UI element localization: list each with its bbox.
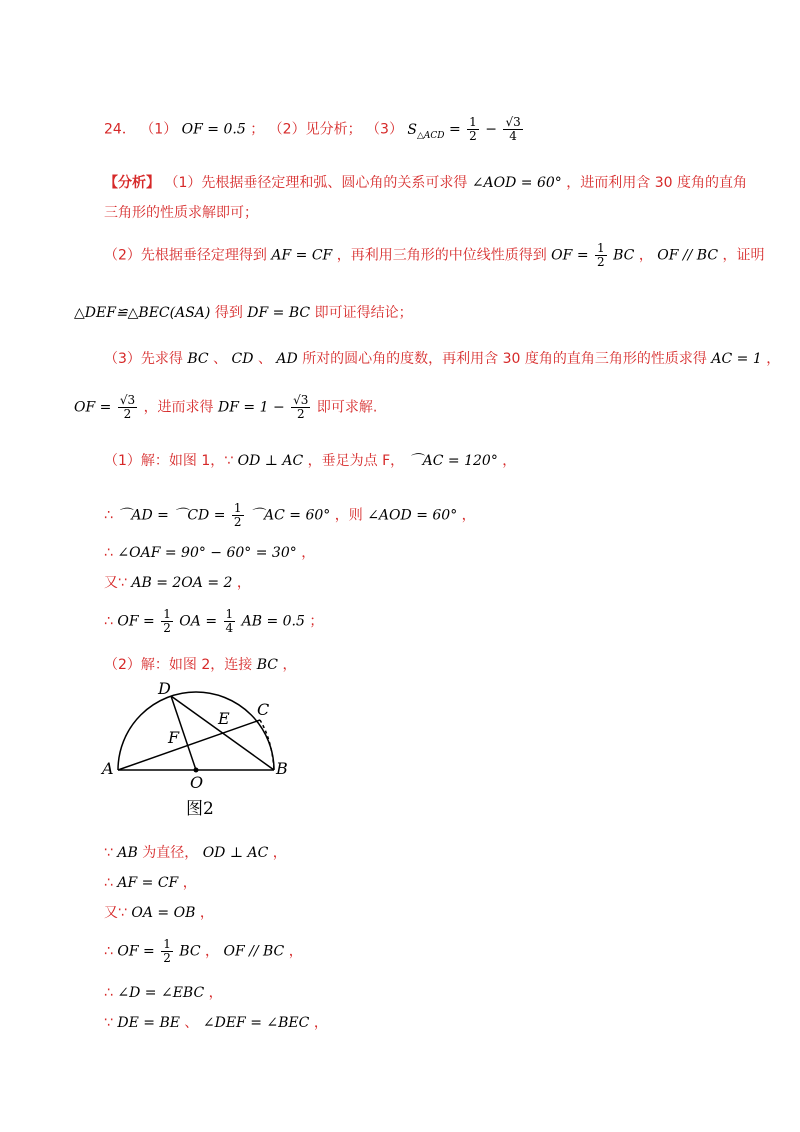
analysis-text: 即可证得结论； (314, 305, 413, 321)
question-number: 24． (104, 121, 136, 138)
analysis-text: （1）先根据垂径定理和弧、圆心角的关系可求得 (164, 175, 468, 191)
solution-text: 为直径， (142, 845, 199, 861)
math-expr: AB = 2OA = 2 (131, 575, 233, 591)
answer-line (104, 116, 525, 143)
solution-text: ， (272, 845, 287, 861)
solution-text: ， (199, 905, 214, 921)
center-point-o (194, 768, 199, 773)
fraction: $\frac{1}{2}$ (233, 501, 242, 529)
analysis-line-5 (104, 348, 780, 368)
math-expr: AB = 0.5 (241, 613, 305, 630)
solution2-line-7 (104, 1012, 328, 1032)
math-expr: AB (117, 845, 138, 861)
math-expr: OF // BC (657, 247, 719, 264)
solution-text: ， (313, 1015, 328, 1031)
solution2-line-4 (104, 902, 214, 922)
fraction-half: $\frac{1}{2}$ (469, 115, 477, 143)
analysis-line-6 (74, 394, 377, 421)
solution-text: （2）解：如图 2，连接 (104, 657, 253, 673)
semicolon: ； (250, 121, 265, 138)
math-expr: AF = CF (271, 247, 333, 264)
math-expr: OF = (551, 247, 589, 264)
math-expr: BC (613, 247, 635, 264)
solution2-line-1 (104, 654, 296, 674)
geometry-figure-2 (100, 678, 300, 823)
solution-text: ， (461, 507, 476, 524)
math-expr: ⌒AC = 60° (250, 507, 331, 524)
math-expr: DF = 1 − (218, 399, 285, 416)
fraction: $\frac{1}{2}$ (163, 937, 171, 965)
math-expr: ∠AOD = 60° (367, 507, 458, 524)
analysis-text: （2）先根据垂径定理得到 (104, 247, 267, 264)
analysis-tag: 【分析】 (104, 175, 160, 191)
solution2-line-5 (104, 938, 303, 965)
fraction: $\frac{√3}{2}$ (119, 393, 136, 421)
math-expr: ∠AOD = 60° (471, 175, 562, 191)
math-expr: ⌒AD = ⌒CD = (117, 507, 226, 524)
solution-text: ， (288, 943, 303, 960)
analysis-line-4 (74, 302, 413, 322)
solution-text: ， (282, 657, 297, 673)
solution-text: ， (236, 575, 251, 591)
area-symbol: $S_{\triangle ACD}$ (407, 121, 445, 141)
therefore-symbol: ∴ (104, 943, 113, 960)
math-expr: OD ⊥ AC (237, 453, 304, 469)
solution1-line-1 (104, 450, 516, 470)
solution1-line-5 (104, 608, 323, 635)
analysis-text: ， (638, 247, 653, 264)
math-expr: OD ⊥ AC (202, 845, 269, 861)
fraction: $\frac{1}{4}$ (225, 607, 234, 635)
math-expr: OF = (117, 943, 155, 960)
solution-text: 、 (184, 1015, 199, 1031)
part2-label: （2）见分析； (268, 121, 362, 138)
analysis-text: 即可求解. (316, 399, 378, 416)
math-expr: OF // BC (223, 943, 285, 960)
math-expr: BC (179, 943, 201, 960)
math-expr: OF = (117, 613, 155, 630)
label-d: D (158, 679, 171, 698)
math-expr: OA = OB (131, 905, 196, 921)
solution-text: （1）解：如图 1，∵ (104, 453, 234, 469)
solution-text: ，则 (334, 507, 363, 524)
analysis-text: ，进而求得 (143, 399, 214, 416)
therefore-symbol: ∴ (104, 985, 113, 1001)
math-expr: DE = BE (117, 1015, 180, 1031)
solution-text: ， (182, 875, 197, 891)
therefore-symbol: ∴ (104, 613, 113, 630)
solution2-line-2 (104, 842, 287, 862)
because-symbol: ∵ (104, 845, 113, 861)
math-expr: CD (231, 351, 254, 367)
math-expr: AC = 1 (711, 351, 762, 367)
label-e: E (218, 709, 230, 728)
fraction: $\frac{√3}{2}$ (293, 393, 309, 421)
because-symbol: 又∵ (104, 905, 127, 921)
math-expr: ∠OAF = 90° − 60° = 30° (117, 545, 297, 561)
fraction: $\frac{1}{2}$ (163, 607, 171, 635)
therefore-symbol: ∴ (104, 875, 113, 891)
math-expr: OA = (179, 613, 218, 630)
analysis-line-3 (104, 242, 765, 269)
label-b: B (276, 759, 288, 778)
label-o: O (190, 773, 204, 792)
solution-text: ， (502, 453, 517, 469)
therefore-symbol: ∴ (104, 545, 113, 561)
analysis-text: 三角形的性质求解即可； (104, 205, 258, 221)
math-expr: ⌒AC = 120° (408, 453, 498, 469)
solution1-line-2 (104, 502, 476, 529)
fraction-root3-over-4: $\frac{√3}{4}$ (505, 115, 521, 143)
solution-text: ， (208, 985, 223, 1001)
because-symbol: 又∵ (104, 575, 127, 591)
analysis-text: （3）先求得 (104, 351, 183, 367)
solution1-line-3 (104, 542, 315, 562)
math-expr: DF = BC (247, 305, 311, 321)
part3-label: （3） (366, 121, 403, 138)
solution1-line-4 (104, 572, 251, 592)
label-c: C (257, 700, 270, 719)
of-value: OF = 0.5 (181, 121, 246, 138)
math-expr: AF = CF (117, 875, 179, 891)
analysis-text: ，进而利用含 30 度角的直角 (566, 175, 747, 191)
solution-text: ， (205, 943, 220, 960)
solution2-line-6 (104, 982, 223, 1002)
solution-text: ； (309, 613, 324, 630)
analysis-line-2 (104, 202, 258, 222)
math-expr: ∠DEF = ∠BEC (202, 1015, 310, 1031)
solution2-line-3 (104, 872, 197, 892)
label-f: F (168, 728, 180, 747)
semicircle-arc (118, 692, 274, 770)
therefore-symbol: ∴ (104, 507, 113, 524)
math-expr: BC (256, 657, 278, 673)
label-a: A (102, 759, 114, 778)
math-expr: BC (187, 351, 209, 367)
part1-label: （1） (140, 121, 178, 138)
analysis-line-1 (104, 172, 747, 192)
math-expr: △DEF≌△BEC(ASA) (74, 305, 211, 321)
solution-text: ， (301, 545, 316, 561)
analysis-text: 得到 (214, 305, 243, 321)
because-symbol: ∵ (104, 1015, 113, 1031)
minus: − (485, 121, 502, 138)
analysis-text: ，再利用三角形的中位线性质得到 (336, 247, 547, 264)
analysis-text: ，证明 (722, 247, 765, 264)
math-expr: ∠D = ∠EBC (117, 985, 205, 1001)
math-expr: AD (276, 351, 298, 367)
math-expr: OF = (74, 399, 112, 416)
solution-text: ，垂足为点 F， (307, 453, 405, 469)
analysis-text: 所对的圆心角的度数，再利用含 30 度角的直角三角形的性质求得 (302, 351, 707, 367)
analysis-text: ， (766, 351, 781, 367)
equals: = (448, 121, 466, 138)
fraction: $\frac{1}{2}$ (597, 241, 605, 269)
figure-caption: 图2 (186, 799, 214, 819)
analysis-text: 、 (213, 351, 228, 367)
analysis-text: 、 (257, 351, 272, 367)
